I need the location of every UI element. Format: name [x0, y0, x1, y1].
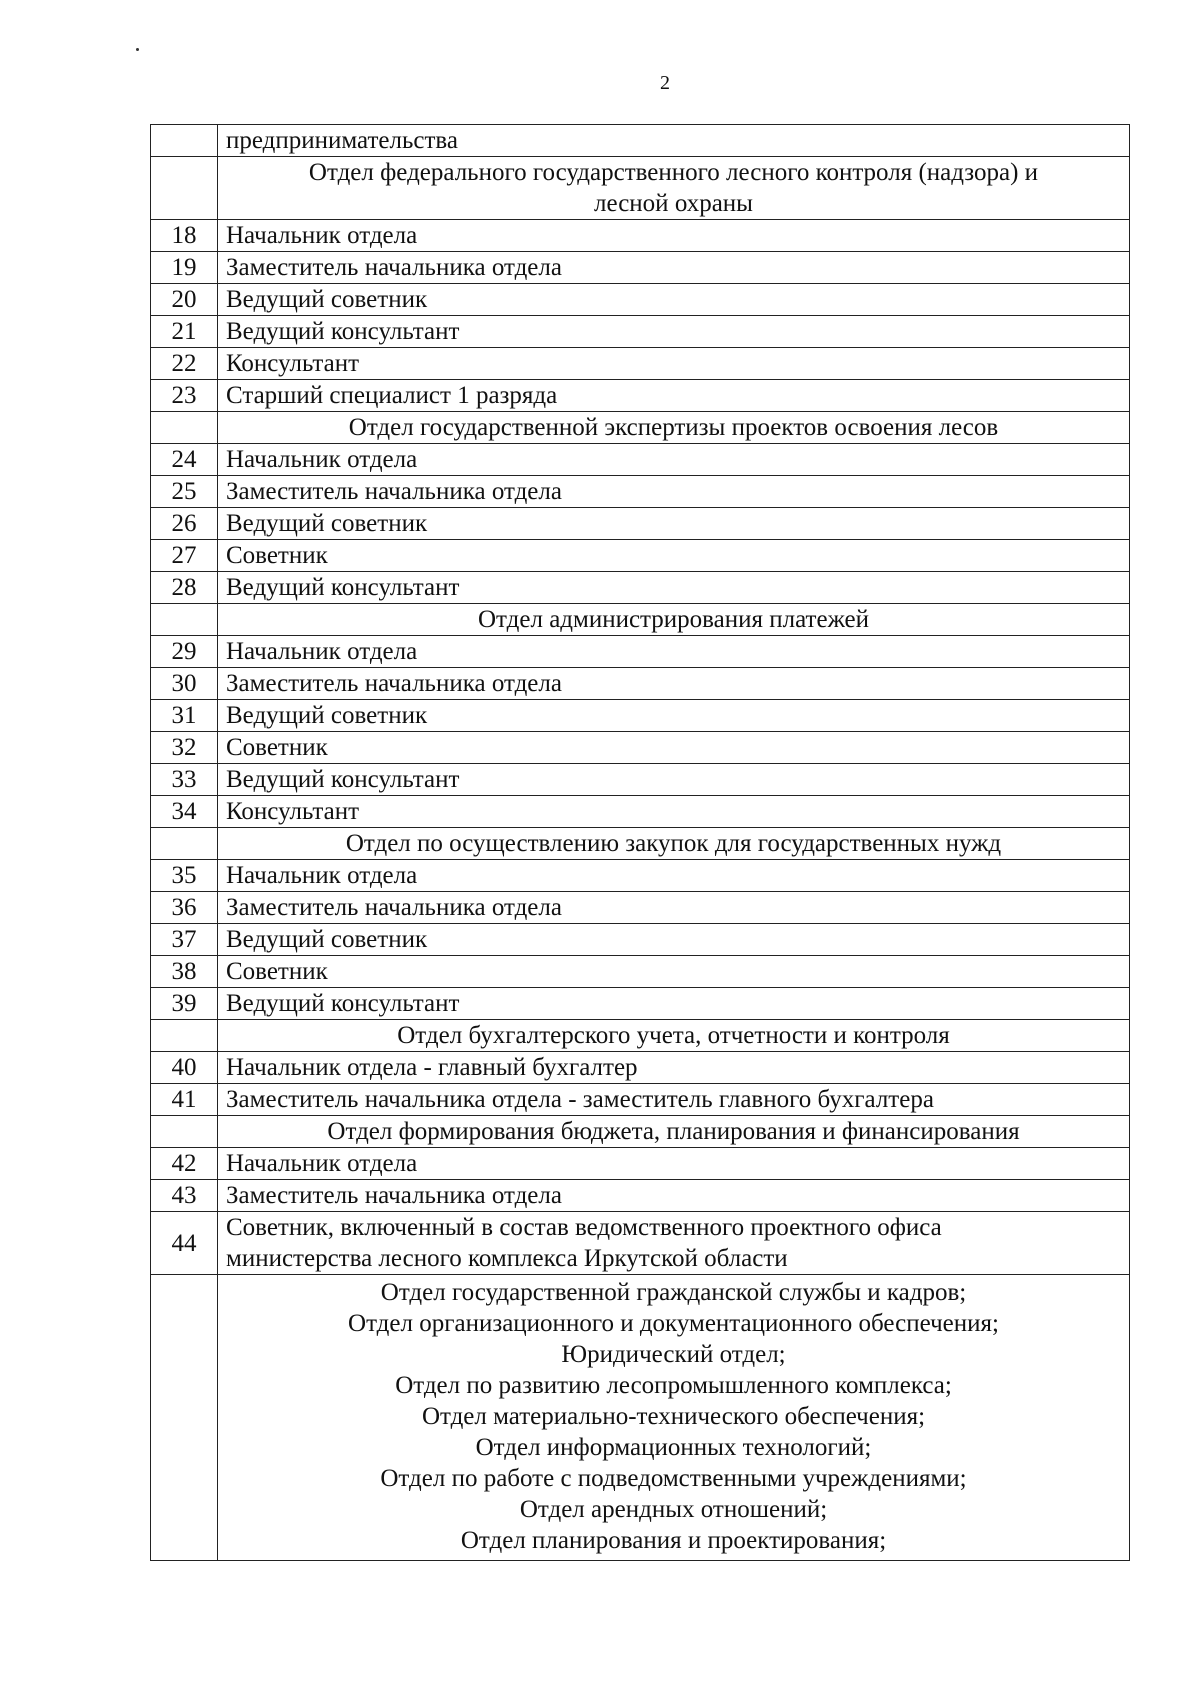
table-row	[151, 1148, 1130, 1180]
row-number: 41	[151, 1084, 218, 1116]
department-header-row	[151, 1116, 1130, 1148]
position-title: Ведущий консультант	[218, 988, 1130, 1020]
text-line: лесной охраны	[594, 190, 753, 217]
text-line: министерства лесного комплекса Иркутской области	[226, 1245, 788, 1272]
position-title: Начальник отдела - главный бухгалтер	[218, 1052, 1130, 1084]
text-line: Отдел федерального государственного лесного контроля (надзора) и	[308, 159, 1039, 186]
table-row	[151, 540, 1130, 572]
row-number: 30	[151, 668, 218, 700]
row-number: 21	[151, 316, 218, 348]
table-row	[151, 700, 1130, 732]
position-title: Заместитель начальника отдела	[218, 668, 1130, 700]
text-line: Отдел формирования бюджета, планирования и финансирования	[327, 1118, 1020, 1145]
position-title: Ведущий советник	[218, 700, 1130, 732]
department-header-row	[151, 828, 1130, 860]
department-name	[218, 1116, 1130, 1148]
continuation-row	[151, 125, 1130, 157]
department-name	[218, 157, 1130, 220]
row-number: 20	[151, 284, 218, 316]
row-number: 43	[151, 1180, 218, 1212]
continuation-text: предпринимательства	[218, 125, 1130, 157]
text-line: Советник, включенный в состав ведомственного проектного офиса	[226, 1214, 942, 1241]
row-number	[151, 125, 218, 157]
text-line: Отдел материально-технического обеспечения;	[421, 1403, 926, 1430]
table-row	[151, 1052, 1130, 1084]
positions-table	[150, 124, 1130, 1561]
text-line: Отдел по работе с подведомственными учреждениями;	[380, 1465, 967, 1492]
table-row	[151, 252, 1130, 284]
row-number	[151, 157, 218, 220]
table-row	[151, 572, 1130, 604]
position-title: Консультант	[218, 348, 1130, 380]
position-title: Ведущий советник	[218, 284, 1130, 316]
row-number	[151, 604, 218, 636]
table-row	[151, 892, 1130, 924]
page-number: 2	[660, 72, 670, 94]
table-row	[151, 220, 1130, 252]
row-number: 42	[151, 1148, 218, 1180]
row-number: 38	[151, 956, 218, 988]
row-number: 36	[151, 892, 218, 924]
department-header-row	[151, 1020, 1130, 1052]
table-row	[151, 284, 1130, 316]
table-row	[151, 1212, 1130, 1275]
department-name	[218, 604, 1130, 636]
department-name	[218, 1020, 1130, 1052]
row-number: 18	[151, 220, 218, 252]
table-row	[151, 764, 1130, 796]
position-title: Советник	[218, 956, 1130, 988]
table-row	[151, 732, 1130, 764]
text-line: Юридический отдел;	[561, 1341, 786, 1368]
row-number: 25	[151, 476, 218, 508]
table-row	[151, 1084, 1130, 1116]
position-title: Заместитель начальника отдела	[218, 1180, 1130, 1212]
text-line: Отдел бухгалтерского учета, отчетности и контроля	[397, 1022, 950, 1049]
row-number: 32	[151, 732, 218, 764]
text-line: Отдел информационных технологий;	[475, 1434, 872, 1461]
table-row	[151, 860, 1130, 892]
row-number	[151, 1116, 218, 1148]
department-header-row	[151, 157, 1130, 220]
position-title: Заместитель начальника отдела - заместитель главного бухгалтера	[218, 1084, 1130, 1116]
table-row	[151, 988, 1130, 1020]
position-title	[218, 1212, 1130, 1275]
table-row	[151, 668, 1130, 700]
table-row	[151, 508, 1130, 540]
table-row	[151, 956, 1130, 988]
row-number	[151, 828, 218, 860]
position-title: Советник	[218, 732, 1130, 764]
department-name	[218, 412, 1130, 444]
table-row	[151, 796, 1130, 828]
row-number: 22	[151, 348, 218, 380]
position-title: Заместитель начальника отдела	[218, 252, 1130, 284]
row-number: 35	[151, 860, 218, 892]
row-number: 44	[151, 1212, 218, 1275]
text-line: Отдел администрирования платежей	[478, 606, 869, 633]
position-title: Начальник отдела	[218, 220, 1130, 252]
row-number: 28	[151, 572, 218, 604]
department-list-row	[151, 1275, 1130, 1561]
row-number: 40	[151, 1052, 218, 1084]
position-title: Начальник отдела	[218, 444, 1130, 476]
text-line: Отдел по осуществлению закупок для государственных нужд	[345, 830, 1002, 857]
table-row	[151, 380, 1130, 412]
table-row	[151, 476, 1130, 508]
row-number: 24	[151, 444, 218, 476]
text-line: Отдел государственной экспертизы проектов освоения лесов	[348, 414, 999, 441]
row-number	[151, 1020, 218, 1052]
position-title: Заместитель начальника отдела	[218, 892, 1130, 924]
row-number: 37	[151, 924, 218, 956]
row-number: 34	[151, 796, 218, 828]
position-title: Начальник отдела	[218, 860, 1130, 892]
position-title: Старший специалист 1 разряда	[218, 380, 1130, 412]
table-row	[151, 316, 1130, 348]
row-number: 39	[151, 988, 218, 1020]
position-title: Ведущий консультант	[218, 764, 1130, 796]
text-line: Отдел государственной гражданской службы и кадров;	[380, 1279, 967, 1306]
row-number: 33	[151, 764, 218, 796]
positions-table-body	[151, 125, 1130, 1561]
table-row	[151, 1180, 1130, 1212]
position-title: Консультант	[218, 796, 1130, 828]
text-line: Отдел арендных отношений;	[519, 1496, 828, 1523]
row-number: 19	[151, 252, 218, 284]
row-number	[151, 1275, 218, 1561]
row-number: 31	[151, 700, 218, 732]
row-number: 26	[151, 508, 218, 540]
position-title: Советник	[218, 540, 1130, 572]
row-number: 27	[151, 540, 218, 572]
position-title: Начальник отдела	[218, 636, 1130, 668]
table-row	[151, 444, 1130, 476]
table-row	[151, 924, 1130, 956]
department-header-row	[151, 412, 1130, 444]
position-title: Ведущий советник	[218, 508, 1130, 540]
position-title: Ведущий консультант	[218, 316, 1130, 348]
text-line: Отдел планирования и проектирования;	[460, 1527, 887, 1554]
department-name	[218, 828, 1130, 860]
position-title: Начальник отдела	[218, 1148, 1130, 1180]
position-title: Ведущий советник	[218, 924, 1130, 956]
table-row	[151, 636, 1130, 668]
position-title: Заместитель начальника отдела	[218, 476, 1130, 508]
scan-speck	[136, 48, 139, 51]
text-line: Отдел организационного и документационного обеспечения;	[348, 1310, 999, 1337]
row-number: 29	[151, 636, 218, 668]
table-row	[151, 348, 1130, 380]
text-line: Отдел по развитию лесопромышленного комплекса;	[395, 1372, 952, 1399]
position-title: Ведущий консультант	[218, 572, 1130, 604]
department-header-row	[151, 604, 1130, 636]
row-number	[151, 412, 218, 444]
department-name	[218, 1275, 1130, 1561]
row-number: 23	[151, 380, 218, 412]
